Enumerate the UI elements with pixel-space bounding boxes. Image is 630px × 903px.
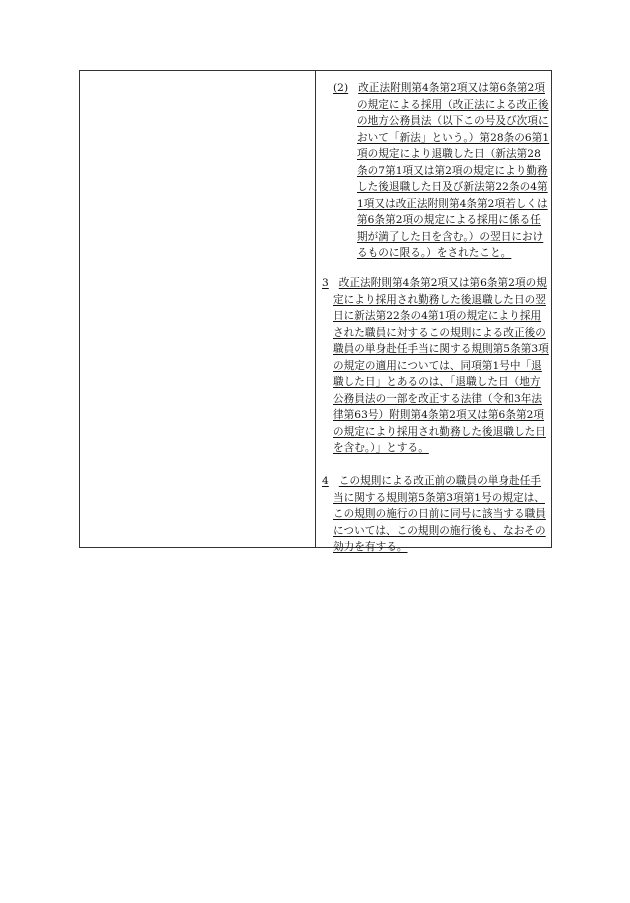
left-column-before-revision (80, 71, 315, 547)
subitem-2-body (333, 80, 551, 262)
paragraph-4-number: 4 (322, 475, 329, 487)
comparison-table (79, 70, 552, 553)
paragraph-4-body (322, 473, 550, 556)
right-column-after-revision (316, 71, 552, 553)
subitem-2-number: (2) (333, 82, 349, 94)
paragraph-3-body (322, 275, 550, 457)
paragraph-3 (322, 275, 550, 457)
paragraph-3-number: 3 (322, 277, 329, 289)
paragraph-4-text: この規則による改正前の職員の単身赴任手当に関する規則第5条第3項第1号の規定は、この規則の施行の日前に同号に該当する職員については、この規則の施行後も、なおその効力を有する。 (333, 475, 546, 553)
subitem-2-text: 改正法附則第4条第2項又は第6条第2項の規定による採用（改正法による改正後の地方公務員法（以下この号及び次項において「新法」という。）第28条の6第1項の規定により退職した日（新法第28条の7第1項又は第2項の規定により勤務した後退職した日及び新法第22条の4第1項又は改正法附則第4条第2項若しくは第6条第2項の規定による採用に係る任期が満了した日を含む。）の翌日におけるものに限る。）をされたこと。 (357, 82, 550, 259)
paragraph-4 (322, 473, 550, 556)
paragraph-3-text: 改正法附則第4条第2項又は第6条第2項の規定により採用され勤務した後退職した日の翌日に新法第22条の4第1項の規定により採用された職員に対するこの規則による改正後の職員の単身赴任手当に関する規則第5条第3項の規定の適用については、同項第1号中「退職した日」とあるのは、「退職した日（地方公務員法の一部を改正する法律（令和3年法律第63号）附則第4条第2項又は第6条第2項の規定により採用され勤務した後退職した日を含む。）」とする。 (333, 277, 549, 454)
subitem-2 (333, 80, 551, 262)
